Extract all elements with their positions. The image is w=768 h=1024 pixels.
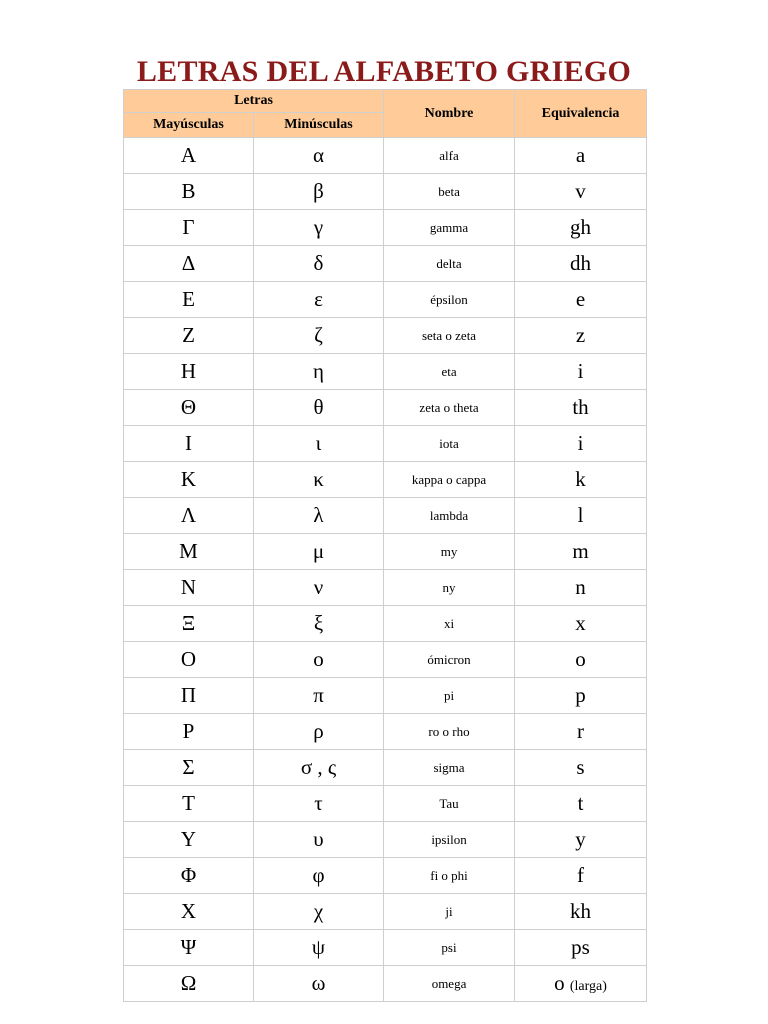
- equivalence-cell: [515, 606, 646, 641]
- uppercase-letter-cell: Υ: [124, 822, 253, 857]
- lowercase-letter-cell: φ: [254, 858, 383, 893]
- equivalence-value: th: [572, 395, 589, 419]
- lowercase-letter-cell: ι: [254, 426, 383, 461]
- equivalence-value: v: [575, 179, 586, 203]
- table-row: [124, 606, 646, 641]
- table-row: [124, 678, 646, 713]
- equivalence-cell: [515, 138, 646, 173]
- lowercase-letter-cell: η: [254, 354, 383, 389]
- table-row: [124, 966, 646, 1001]
- header-minusculas: Minúsculas: [254, 113, 383, 137]
- letter-name-cell: sigma: [384, 750, 514, 785]
- letter-name-cell: ny: [384, 570, 514, 605]
- equivalence-cell: [515, 822, 646, 857]
- equivalence-value: z: [575, 323, 586, 347]
- lowercase-letter-cell: κ: [254, 462, 383, 497]
- table-row: [124, 822, 646, 857]
- equivalence-value: f: [577, 863, 585, 887]
- equivalence-cell: [515, 930, 646, 965]
- table-row: [124, 570, 646, 605]
- letter-name-cell: Tau: [384, 786, 514, 821]
- letter-name-cell: delta: [384, 246, 514, 281]
- table-row: [124, 642, 646, 677]
- equivalence-value: i: [577, 431, 584, 455]
- equivalence-cell: [515, 246, 646, 281]
- equivalence-value: k: [575, 467, 586, 491]
- equivalence-value: ps: [571, 935, 590, 959]
- table-row: [124, 498, 646, 533]
- letter-name-cell: omega: [384, 966, 514, 1001]
- table-row: [124, 210, 646, 245]
- equivalence-value: i: [577, 359, 584, 383]
- uppercase-letter-cell: Φ: [124, 858, 253, 893]
- equivalence-value: t: [577, 791, 584, 815]
- table-body: [124, 138, 646, 1001]
- letter-name-cell: ji: [384, 894, 514, 929]
- table-row: [124, 246, 646, 281]
- greek-alphabet-table: [123, 89, 647, 1002]
- table-header: [124, 90, 646, 137]
- equivalence-cell: [515, 714, 646, 749]
- letter-name-cell: ómicron: [384, 642, 514, 677]
- uppercase-letter-cell: Ν: [124, 570, 253, 605]
- letter-name-cell: alfa: [384, 138, 514, 173]
- uppercase-letter-cell: Ξ: [124, 606, 253, 641]
- equivalence-cell: [515, 210, 646, 245]
- equivalence-cell: [515, 966, 646, 1001]
- table-row: [124, 786, 646, 821]
- letter-name-cell: gamma: [384, 210, 514, 245]
- lowercase-letter-cell: ο: [254, 642, 383, 677]
- header-nombre: Nombre: [384, 90, 514, 137]
- lowercase-letter-cell: τ: [254, 786, 383, 821]
- table-row: [124, 858, 646, 893]
- lowercase-letter-cell: υ: [254, 822, 383, 857]
- table-row: [124, 174, 646, 209]
- equivalence-value: a: [575, 143, 586, 167]
- equivalence-value: x: [575, 611, 586, 635]
- header-letras: Letras: [124, 90, 383, 112]
- letter-name-cell: iota: [384, 426, 514, 461]
- equivalence-value: m: [572, 539, 589, 563]
- uppercase-letter-cell: Β: [124, 174, 253, 209]
- lowercase-letter-cell: ν: [254, 570, 383, 605]
- letter-name-cell: ro o rho: [384, 714, 514, 749]
- letter-name-cell: épsilon: [384, 282, 514, 317]
- lowercase-letter-cell: γ: [254, 210, 383, 245]
- uppercase-letter-cell: Ω: [124, 966, 253, 1001]
- equivalence-cell: [515, 750, 646, 785]
- lowercase-letter-cell: ξ: [254, 606, 383, 641]
- uppercase-letter-cell: Κ: [124, 462, 253, 497]
- lowercase-letter-cell: σ , ς: [254, 750, 383, 785]
- uppercase-letter-cell: Ψ: [124, 930, 253, 965]
- equivalence-cell: [515, 282, 646, 317]
- uppercase-letter-cell: Θ: [124, 390, 253, 425]
- table-row: [124, 894, 646, 929]
- lowercase-letter-cell: χ: [254, 894, 383, 929]
- equivalence-note: (larga): [569, 979, 607, 994]
- lowercase-letter-cell: μ: [254, 534, 383, 569]
- equivalence-cell: [515, 318, 646, 353]
- letter-name-cell: eta: [384, 354, 514, 389]
- uppercase-letter-cell: Χ: [124, 894, 253, 929]
- uppercase-letter-cell: Ε: [124, 282, 253, 317]
- table-row: [124, 750, 646, 785]
- header-mayusculas: Mayúsculas: [124, 113, 253, 137]
- equivalence-cell: [515, 894, 646, 929]
- page-title: LETRAS DEL ALFABETO GRIEGO: [136, 55, 632, 89]
- lowercase-letter-cell: θ: [254, 390, 383, 425]
- table-row: [124, 462, 646, 497]
- lowercase-letter-cell: δ: [254, 246, 383, 281]
- uppercase-letter-cell: Π: [124, 678, 253, 713]
- table-row: [124, 318, 646, 353]
- equivalence-value: y: [575, 827, 586, 851]
- letter-name-cell: fi o phi: [384, 858, 514, 893]
- uppercase-letter-cell: Ι: [124, 426, 253, 461]
- table-row: [124, 714, 646, 749]
- uppercase-letter-cell: Τ: [124, 786, 253, 821]
- lowercase-letter-cell: π: [254, 678, 383, 713]
- letter-name-cell: pi: [384, 678, 514, 713]
- equivalence-value: r: [577, 719, 585, 743]
- equivalence-cell: [515, 390, 646, 425]
- letter-name-cell: lambda: [384, 498, 514, 533]
- uppercase-letter-cell: Α: [124, 138, 253, 173]
- letter-name-cell: seta o zeta: [384, 318, 514, 353]
- equivalence-value: dh: [570, 251, 592, 275]
- table-row: [124, 534, 646, 569]
- table-row: [124, 138, 646, 173]
- uppercase-letter-cell: Γ: [124, 210, 253, 245]
- equivalence-cell: [515, 462, 646, 497]
- lowercase-letter-cell: ω: [254, 966, 383, 1001]
- header-equivalencia: Equivalencia: [515, 90, 646, 137]
- letter-name-cell: kappa o cappa: [384, 462, 514, 497]
- lowercase-letter-cell: ρ: [254, 714, 383, 749]
- equivalence-cell: [515, 426, 646, 461]
- letter-name-cell: my: [384, 534, 514, 569]
- uppercase-letter-cell: Σ: [124, 750, 253, 785]
- equivalence-value: gh: [570, 215, 592, 239]
- equivalence-cell: [515, 786, 646, 821]
- equivalence-cell: [515, 642, 646, 677]
- uppercase-letter-cell: Η: [124, 354, 253, 389]
- equivalence-cell: [515, 534, 646, 569]
- lowercase-letter-cell: ψ: [254, 930, 383, 965]
- uppercase-letter-cell: Ο: [124, 642, 253, 677]
- table-row: [124, 282, 646, 317]
- table-row: [124, 426, 646, 461]
- equivalence-cell: [515, 174, 646, 209]
- uppercase-letter-cell: Μ: [124, 534, 253, 569]
- table-row: [124, 354, 646, 389]
- uppercase-letter-cell: Ρ: [124, 714, 253, 749]
- lowercase-letter-cell: β: [254, 174, 383, 209]
- equivalence-value: kh: [570, 899, 592, 923]
- lowercase-letter-cell: α: [254, 138, 383, 173]
- lowercase-letter-cell: λ: [254, 498, 383, 533]
- letter-name-cell: ipsilon: [384, 822, 514, 857]
- letter-name-cell: xi: [384, 606, 514, 641]
- equivalence-cell: [515, 498, 646, 533]
- equivalence-value: n: [575, 575, 586, 599]
- equivalence-cell: [515, 570, 646, 605]
- uppercase-letter-cell: Δ: [124, 246, 253, 281]
- equivalence-value: s: [576, 755, 585, 779]
- letter-name-cell: beta: [384, 174, 514, 209]
- uppercase-letter-cell: Λ: [124, 498, 253, 533]
- equivalence-cell: [515, 354, 646, 389]
- lowercase-letter-cell: ε: [254, 282, 383, 317]
- equivalence-value: o: [575, 647, 586, 671]
- equivalence-cell: [515, 678, 646, 713]
- table-row: [124, 930, 646, 965]
- equivalence-value: l: [577, 503, 584, 527]
- table-row: [124, 390, 646, 425]
- letter-name-cell: zeta o theta: [384, 390, 514, 425]
- lowercase-letter-cell: ζ: [254, 318, 383, 353]
- equivalence-value: p: [575, 683, 586, 707]
- equivalence-value: e: [575, 287, 586, 311]
- letter-name-cell: psi: [384, 930, 514, 965]
- uppercase-letter-cell: Ζ: [124, 318, 253, 353]
- equivalence-value: o: [554, 971, 565, 995]
- equivalence-cell: [515, 858, 646, 893]
